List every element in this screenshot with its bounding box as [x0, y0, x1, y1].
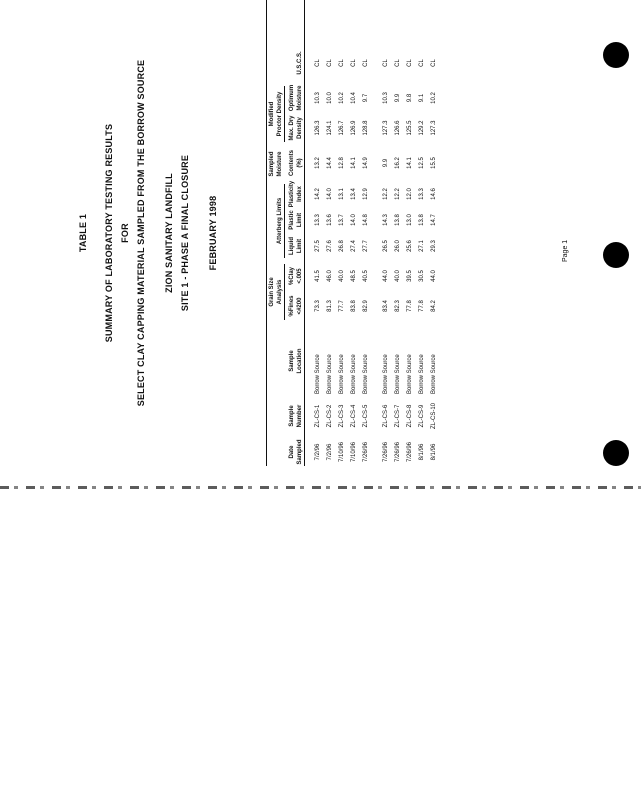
atterberg-underline	[284, 184, 285, 258]
table-cell: 7/2/96	[315, 443, 321, 461]
table-cell: CL	[383, 59, 389, 67]
table-cell: 83.4	[383, 300, 389, 312]
header-bottom-rule	[304, 0, 305, 466]
table-cell: 10.3	[315, 92, 321, 104]
table-cell: 125.5	[407, 120, 413, 136]
group-proctor-density: Proctor Density	[277, 91, 283, 137]
table-cell: 27.4	[351, 240, 357, 252]
table-cell: 40.0	[339, 270, 345, 282]
table-cell: Borrow Source	[383, 354, 389, 394]
table-cell: 12.2	[383, 188, 389, 200]
table-cell: 73.3	[315, 300, 321, 312]
table-cell: 13.2	[315, 157, 321, 169]
table-cell: 27.1	[419, 240, 425, 252]
column-header: Contents	[289, 150, 295, 176]
table-cell: CL	[431, 59, 437, 67]
table-cell: 77.8	[419, 300, 425, 312]
table-cell: 14.8	[363, 214, 369, 226]
table-cell: 83.8	[351, 300, 357, 312]
table-cell: 7/26/96	[395, 441, 401, 463]
table-cell: 12.5	[419, 157, 425, 169]
column-header: Liquid	[289, 237, 295, 255]
punch-hole-bottom	[603, 440, 629, 466]
column-header: Location	[297, 348, 303, 374]
table-cell: Borrow Source	[339, 354, 345, 394]
table-cell: 13.4	[351, 188, 357, 200]
group-sampled: Sampled	[269, 151, 275, 177]
group-modified: Modified	[269, 101, 275, 127]
column-header: %Clay	[289, 267, 295, 286]
column-header: Sampled	[297, 439, 303, 465]
table-cell: CL	[315, 59, 321, 67]
column-header: Sample	[289, 405, 295, 427]
table-cell: 82.9	[363, 300, 369, 312]
table-cell: Borrow Source	[351, 354, 357, 394]
table-cell: CL	[339, 59, 345, 67]
column-header: Limit	[297, 212, 303, 228]
table-cell: 77.8	[407, 300, 413, 312]
table-cell: 13.3	[315, 214, 321, 226]
table-cell: 9.8	[407, 93, 413, 103]
column-header: Index	[297, 186, 303, 202]
table-cell: 14.7	[431, 214, 437, 226]
table-cell: 26.8	[339, 240, 345, 252]
grain-size-underline	[284, 264, 285, 320]
report-date: FEBRUARY 1998	[208, 195, 218, 271]
table-cell: 7/10/96	[351, 441, 357, 463]
table-cell: 14.9	[363, 157, 369, 169]
table-cell: 7/26/96	[363, 441, 369, 463]
table-cell: 128.8	[363, 120, 369, 136]
table-cell: 30.5	[419, 270, 425, 282]
column-header: Max. Dry	[289, 115, 295, 141]
table-cell: 127.3	[431, 120, 437, 136]
table-cell: Borrow Source	[327, 354, 333, 394]
table-cell: 12.0	[407, 188, 413, 200]
table-cell: 84.2	[431, 300, 437, 312]
table-cell: 16.2	[395, 157, 401, 169]
table-cell: 124.1	[327, 120, 333, 136]
table-cell: CL	[395, 59, 401, 67]
column-header: Plasticity	[289, 180, 295, 208]
table-cell: ZL-CS-7	[395, 404, 401, 428]
table-cell: 9.9	[395, 93, 401, 103]
column-header: Date	[289, 445, 295, 459]
table-cell: 10.2	[431, 92, 437, 104]
title-line-3: SELECT CLAY CAPPING MATERIAL SAMPLED FROM THE BORROW SOURCE	[136, 59, 146, 407]
table-cell: 8/1/96	[419, 443, 425, 461]
table-cell: Borrow Source	[419, 354, 425, 394]
table-cell: 13.7	[339, 214, 345, 226]
punch-hole-top	[603, 42, 629, 68]
table-cell: 7/26/96	[407, 441, 413, 463]
table-cell: ZL-CS-1	[315, 404, 321, 428]
table-cell: 12.9	[363, 188, 369, 200]
table-cell: CL	[363, 59, 369, 67]
table-cell: 14.6	[431, 188, 437, 200]
table-cell: 27.5	[315, 240, 321, 252]
site-name: ZION SANITARY LANDFILL	[164, 173, 174, 293]
table-cell: Borrow Source	[407, 354, 413, 394]
table-cell: 7/26/96	[383, 441, 389, 463]
title-line-1: SUMMARY OF LABORATORY TESTING RESULTS	[104, 123, 114, 343]
table-cell: 48.5	[351, 270, 357, 282]
table-cell: ZL-CS-5	[363, 404, 369, 428]
table-cell: 13.8	[419, 214, 425, 226]
column-header: U.S.C.S.	[297, 51, 303, 75]
column-header: Plastic	[289, 210, 295, 230]
table-cell: 13.1	[339, 188, 345, 200]
table-cell: 7/2/96	[327, 443, 333, 461]
table-cell: 14.4	[327, 157, 333, 169]
table-cell: 9.1	[419, 93, 425, 103]
table-cell: 8/1/96	[431, 443, 437, 461]
table-cell: 14.3	[383, 214, 389, 226]
table-cell: Borrow Source	[395, 354, 401, 394]
table-label: TABLE 1	[78, 213, 88, 253]
scan-artifact-line	[0, 486, 641, 489]
column-header: Number	[297, 404, 303, 428]
table-cell: 14.1	[407, 157, 413, 169]
table-cell: ZL-CS-2	[327, 404, 333, 428]
table-cell: 14.0	[351, 214, 357, 226]
table-cell: ZL-CS-6	[383, 404, 389, 428]
table-cell: 41.5	[315, 270, 321, 282]
table-cell: 44.0	[383, 270, 389, 282]
table-cell: 77.7	[339, 300, 345, 312]
table-cell: 126.6	[395, 120, 401, 136]
punch-hole-middle	[603, 242, 629, 268]
table-cell: Borrow Source	[431, 354, 437, 394]
group-atterberg-limits: Atterberg Limits	[277, 197, 283, 245]
column-header: Sample	[289, 350, 295, 372]
table-cell: 9.9	[383, 158, 389, 168]
table-cell: 129.2	[419, 120, 425, 136]
table-cell: ZL-CS-8	[407, 404, 413, 428]
table-cell: CL	[407, 59, 413, 67]
table-cell: 46.0	[327, 270, 333, 282]
table-cell: 29.3	[431, 240, 437, 252]
column-header: (%)	[297, 158, 303, 168]
title-line-2: FOR	[120, 223, 130, 243]
table-cell: 26.0	[395, 240, 401, 252]
table-cell: 39.5	[407, 270, 413, 282]
table-cell: CL	[419, 59, 425, 67]
table-cell: ZL-CS-10	[431, 403, 437, 430]
table-cell: 13.3	[419, 188, 425, 200]
table-cell: 13.8	[395, 214, 401, 226]
table-cell: 15.5	[431, 157, 437, 169]
phase-name: SITE 1 - PHASE A FINAL CLOSURE	[180, 154, 190, 312]
table-cell: 82.3	[395, 300, 401, 312]
table-cell: 126.7	[339, 120, 345, 136]
table-cell: CL	[351, 59, 357, 67]
table-cell: 126.9	[351, 120, 357, 136]
column-header: Moisture	[297, 85, 303, 111]
table-cell: 44.0	[431, 270, 437, 282]
table-cell: CL	[327, 59, 333, 67]
table-cell: 26.5	[383, 240, 389, 252]
table-cell: 126.3	[315, 120, 321, 136]
column-header: %Fines	[289, 295, 295, 317]
table-cell: 27.7	[363, 240, 369, 252]
table-cell: 10.3	[383, 92, 389, 104]
table-cell: Borrow Source	[363, 354, 369, 394]
table-cell: ZL-CS-4	[351, 404, 357, 428]
table-cell: 13.0	[407, 214, 413, 226]
table-cell: 14.2	[315, 188, 321, 200]
column-header: Optimum	[289, 84, 295, 112]
group-analysis: Analysis	[277, 279, 283, 305]
table-cell: 14.0	[327, 188, 333, 200]
column-header: <.005	[297, 268, 303, 284]
table-cell: ZL-CS-3	[339, 404, 345, 428]
table-cell: 13.6	[327, 214, 333, 226]
table-cell: Borrow Source	[315, 354, 321, 394]
table-cell: 10.0	[327, 92, 333, 104]
table-cell: 10.2	[339, 92, 345, 104]
table-cell: 9.7	[363, 93, 369, 103]
table-cell: 7/10/96	[339, 441, 345, 463]
page-number: Page 1	[562, 239, 569, 262]
table-cell: ZL-CS-9	[419, 404, 425, 428]
table-cell: 81.3	[327, 300, 333, 312]
table-cell: 40.5	[363, 270, 369, 282]
table-cell: 12.2	[395, 188, 401, 200]
column-header: Limit	[297, 238, 303, 254]
column-header: Density	[297, 117, 303, 139]
table-cell: 40.0	[395, 270, 401, 282]
table-cell: 10.4	[351, 92, 357, 104]
proctor-underline	[284, 86, 285, 142]
column-header: <#200	[297, 297, 303, 315]
table-top-rule	[266, 0, 267, 466]
table-cell: 14.1	[351, 157, 357, 169]
table-cell: 25.6	[407, 240, 413, 252]
group-grain-size: Grain Size	[269, 277, 275, 307]
group-moisture: Moisture	[277, 151, 283, 177]
table-cell: 27.6	[327, 240, 333, 252]
table-cell: 12.8	[339, 157, 345, 169]
table-cell: 127.3	[383, 120, 389, 136]
